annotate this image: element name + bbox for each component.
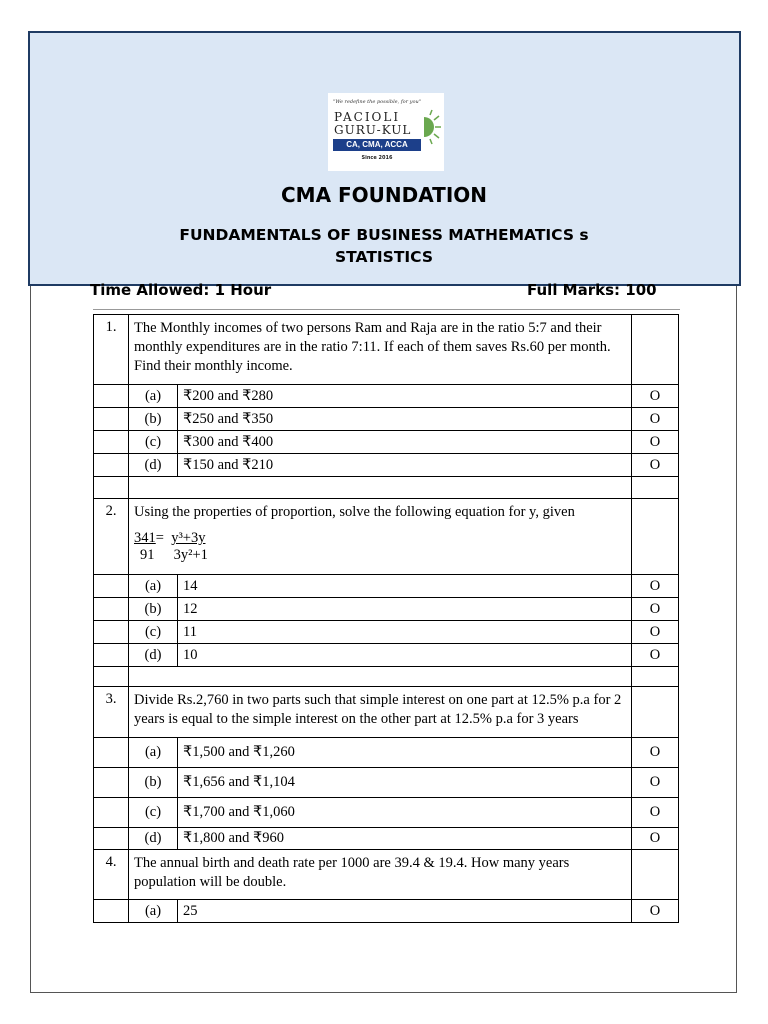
option-row: [94, 575, 679, 598]
option-radio[interactable]: O: [632, 621, 679, 644]
equation-numerator-left: 341: [134, 530, 156, 546]
option-row: [94, 798, 679, 828]
option-text: 11: [178, 621, 632, 644]
option-radio[interactable]: O: [632, 598, 679, 621]
equation-denominator-right: 3y²+1: [173, 547, 208, 563]
option-radio[interactable]: O: [632, 900, 679, 923]
option-radio[interactable]: O: [632, 768, 679, 798]
divider: [93, 309, 680, 310]
option-radio[interactable]: O: [632, 828, 679, 850]
option-text: ₹1,500 and ₹1,260: [178, 738, 632, 768]
option-radio[interactable]: O: [632, 454, 679, 477]
question-number: 2.: [94, 499, 129, 575]
question-row: [94, 499, 679, 575]
option-text: ₹1,700 and ₹1,060: [178, 798, 632, 828]
option-text: 25: [178, 900, 632, 923]
option-row: [94, 738, 679, 768]
option-text: 10: [178, 644, 632, 667]
question-number: 4.: [94, 850, 129, 900]
option-label: (c): [129, 621, 178, 644]
option-text: ₹1,656 and ₹1,104: [178, 768, 632, 798]
option-text: 14: [178, 575, 632, 598]
option-label: (a): [129, 385, 178, 408]
option-row: [94, 454, 679, 477]
sun-icon: [422, 107, 442, 147]
question-table: [93, 314, 679, 923]
option-row: [94, 644, 679, 667]
question-row: [94, 850, 679, 900]
option-text: ₹250 and ₹350: [178, 408, 632, 431]
option-radio[interactable]: O: [632, 408, 679, 431]
logo-name-line2: GURU-KUL: [334, 123, 412, 137]
spacer-row: [94, 477, 679, 499]
option-row: [94, 408, 679, 431]
equation: [134, 530, 208, 564]
option-label: (b): [129, 598, 178, 621]
question-text: The annual birth and death rate per 1000 are 39.4 & 19.4. How many years population will be double.: [129, 850, 632, 900]
equation-denominator-left: 91: [140, 547, 155, 563]
option-text: ₹300 and ₹400: [178, 431, 632, 454]
option-label: (a): [129, 900, 178, 923]
question-row: [94, 315, 679, 385]
question-number: 3.: [94, 687, 129, 738]
option-row: [94, 431, 679, 454]
option-radio[interactable]: O: [632, 798, 679, 828]
option-label: (b): [129, 408, 178, 431]
option-label: (a): [129, 575, 178, 598]
option-text: ₹200 and ₹280: [178, 385, 632, 408]
logo: [328, 93, 444, 171]
option-row: [94, 768, 679, 798]
option-label: (a): [129, 738, 178, 768]
option-label: (c): [129, 798, 178, 828]
option-label: (b): [129, 768, 178, 798]
option-text: ₹150 and ₹210: [178, 454, 632, 477]
page-title: CMA FOUNDATION: [280, 183, 487, 207]
option-row: [94, 385, 679, 408]
option-text: 12: [178, 598, 632, 621]
option-radio[interactable]: O: [632, 738, 679, 768]
question-number: 1.: [94, 315, 129, 385]
logo-subtitle: CA, CMA, ACCA: [333, 139, 421, 151]
logo-tagline: "We redefine the possible, for you": [332, 99, 422, 105]
spacer-row: [94, 667, 679, 687]
option-radio[interactable]: O: [632, 385, 679, 408]
option-text: ₹1,800 and ₹960: [178, 828, 632, 850]
full-marks: Full Marks: 100: [527, 281, 657, 299]
time-allowed: Time Allowed: 1 Hour: [90, 281, 272, 299]
option-label: (d): [129, 644, 178, 667]
question-text: Divide Rs.2,760 in two parts such that simple interest on one part at 12.5% p.a for 2 years is equal to the simple interest on the other part at 12.5% p.a for 3 years: [129, 687, 632, 738]
question-row: [94, 687, 679, 738]
option-row: [94, 598, 679, 621]
logo-name-line1: PACIOLI: [334, 110, 401, 124]
question-text: Using the properties of proportion, solve the following equation for y, given: [134, 504, 575, 520]
equation-equals: =: [155, 530, 164, 546]
option-label: (c): [129, 431, 178, 454]
logo-since: Since 2016: [361, 155, 393, 161]
equation-numerator-right: y³+3y: [171, 530, 206, 546]
option-radio[interactable]: O: [632, 431, 679, 454]
option-radio[interactable]: O: [632, 575, 679, 598]
option-row: [94, 621, 679, 644]
page-subtitle: FUNDAMENTALS OF BUSINESS MATHEMATICS s STATISTICS: [179, 226, 589, 266]
option-row: [94, 900, 679, 923]
option-row: [94, 828, 679, 850]
option-label: (d): [129, 828, 178, 850]
option-label: (d): [129, 454, 178, 477]
option-radio[interactable]: O: [632, 644, 679, 667]
question-text: The Monthly incomes of two persons Ram and Raja are in the ratio 5:7 and their monthly expenditures are in the ratio 7:11. If each of them saves Rs.60 per month. Find their monthly income.: [129, 315, 632, 385]
